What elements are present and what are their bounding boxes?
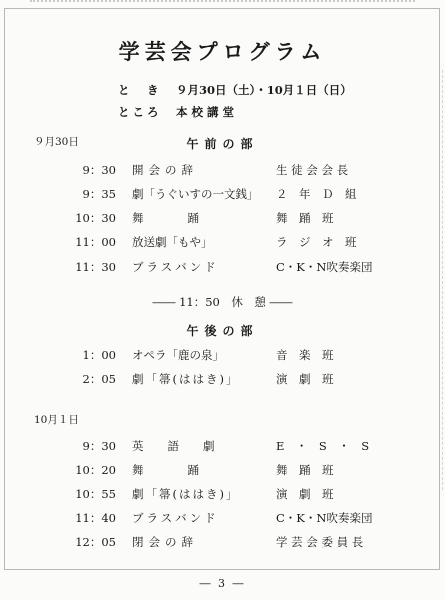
row-time: 9：30	[82, 439, 116, 453]
program-row	[0, 462, 445, 484]
when-value: ９月30日（土）・10月１日（日）	[176, 83, 352, 97]
page-title: 学芸会プログラム	[118, 39, 327, 64]
day2-date: 10月１日	[34, 414, 79, 426]
program-row	[0, 259, 445, 281]
row-group: 舞 踊 班	[276, 211, 334, 225]
row-group: E ・ S ・ S	[276, 439, 370, 453]
program-row	[0, 486, 445, 508]
row-time: 2：05	[82, 372, 116, 386]
program-row	[0, 186, 445, 208]
program-row	[0, 347, 445, 369]
row-time: 12：05	[75, 535, 116, 549]
row-group: 演 劇 班	[276, 487, 334, 501]
row-event: 放送劇「もや」	[132, 235, 213, 249]
row-event: 英語劇	[132, 439, 239, 453]
program-row	[0, 534, 445, 556]
row-event: 劇「箒(ははき)」	[132, 372, 240, 386]
row-group: 演 劇 班	[276, 372, 334, 386]
row-event: 劇「うぐいすの一文銭」	[132, 187, 259, 201]
row-event: 閉会の辞	[132, 535, 198, 549]
row-group: ２ 年 Ｄ 組	[276, 187, 357, 201]
where-label: ところ	[118, 105, 162, 119]
morning-heading: 午前の部	[186, 137, 259, 151]
program-row	[0, 210, 445, 232]
row-group: C・K・N吹奏楽団	[276, 511, 373, 525]
row-group: 舞 踊 班	[276, 463, 334, 477]
program-row	[0, 371, 445, 393]
row-time: 10：20	[75, 463, 116, 477]
when-label: と き	[118, 83, 162, 97]
row-group: 学 芸 会 委 員 長	[276, 535, 364, 549]
row-time: 9：30	[82, 163, 116, 177]
row-event: ブラスバンド	[132, 260, 219, 274]
row-event: 開会の辞	[132, 163, 198, 177]
row-time: 11：40	[75, 511, 116, 525]
afternoon-heading: 午後の部	[186, 324, 259, 338]
page-number: ― 3 ―	[199, 577, 246, 590]
program-row	[0, 438, 445, 460]
row-time: 10：30	[75, 211, 116, 225]
bleed-through-marks	[30, 0, 415, 5]
row-group: C・K・N吹奏楽団	[276, 260, 373, 274]
program-row	[0, 234, 445, 256]
row-event: オペラ「鹿の泉」	[132, 348, 224, 362]
info-where	[118, 104, 238, 120]
row-event: 劇「箒(ははき)」	[132, 487, 240, 501]
row-time: 1：00	[82, 348, 116, 362]
row-group: 音 楽 班	[276, 348, 334, 362]
program-row	[0, 162, 445, 184]
row-time: 11：30	[75, 260, 116, 274]
break-line: ―― 11：50 休 憩 ――	[152, 295, 293, 309]
row-time: 9：35	[82, 187, 116, 201]
row-time: 10：55	[75, 487, 116, 501]
row-event: ブラスバンド	[132, 511, 219, 525]
day1-date: ９月30日	[34, 136, 79, 148]
program-row	[0, 510, 445, 532]
row-event: 舞踊	[132, 463, 243, 477]
row-group: 生 徒 会 会 長	[276, 163, 349, 177]
where-value: 本校講堂	[176, 105, 238, 119]
row-event: 舞踊	[132, 211, 243, 225]
row-group: ラ ジ オ 班	[276, 235, 357, 249]
row-time: 11：00	[75, 235, 116, 249]
info-when	[118, 82, 352, 98]
